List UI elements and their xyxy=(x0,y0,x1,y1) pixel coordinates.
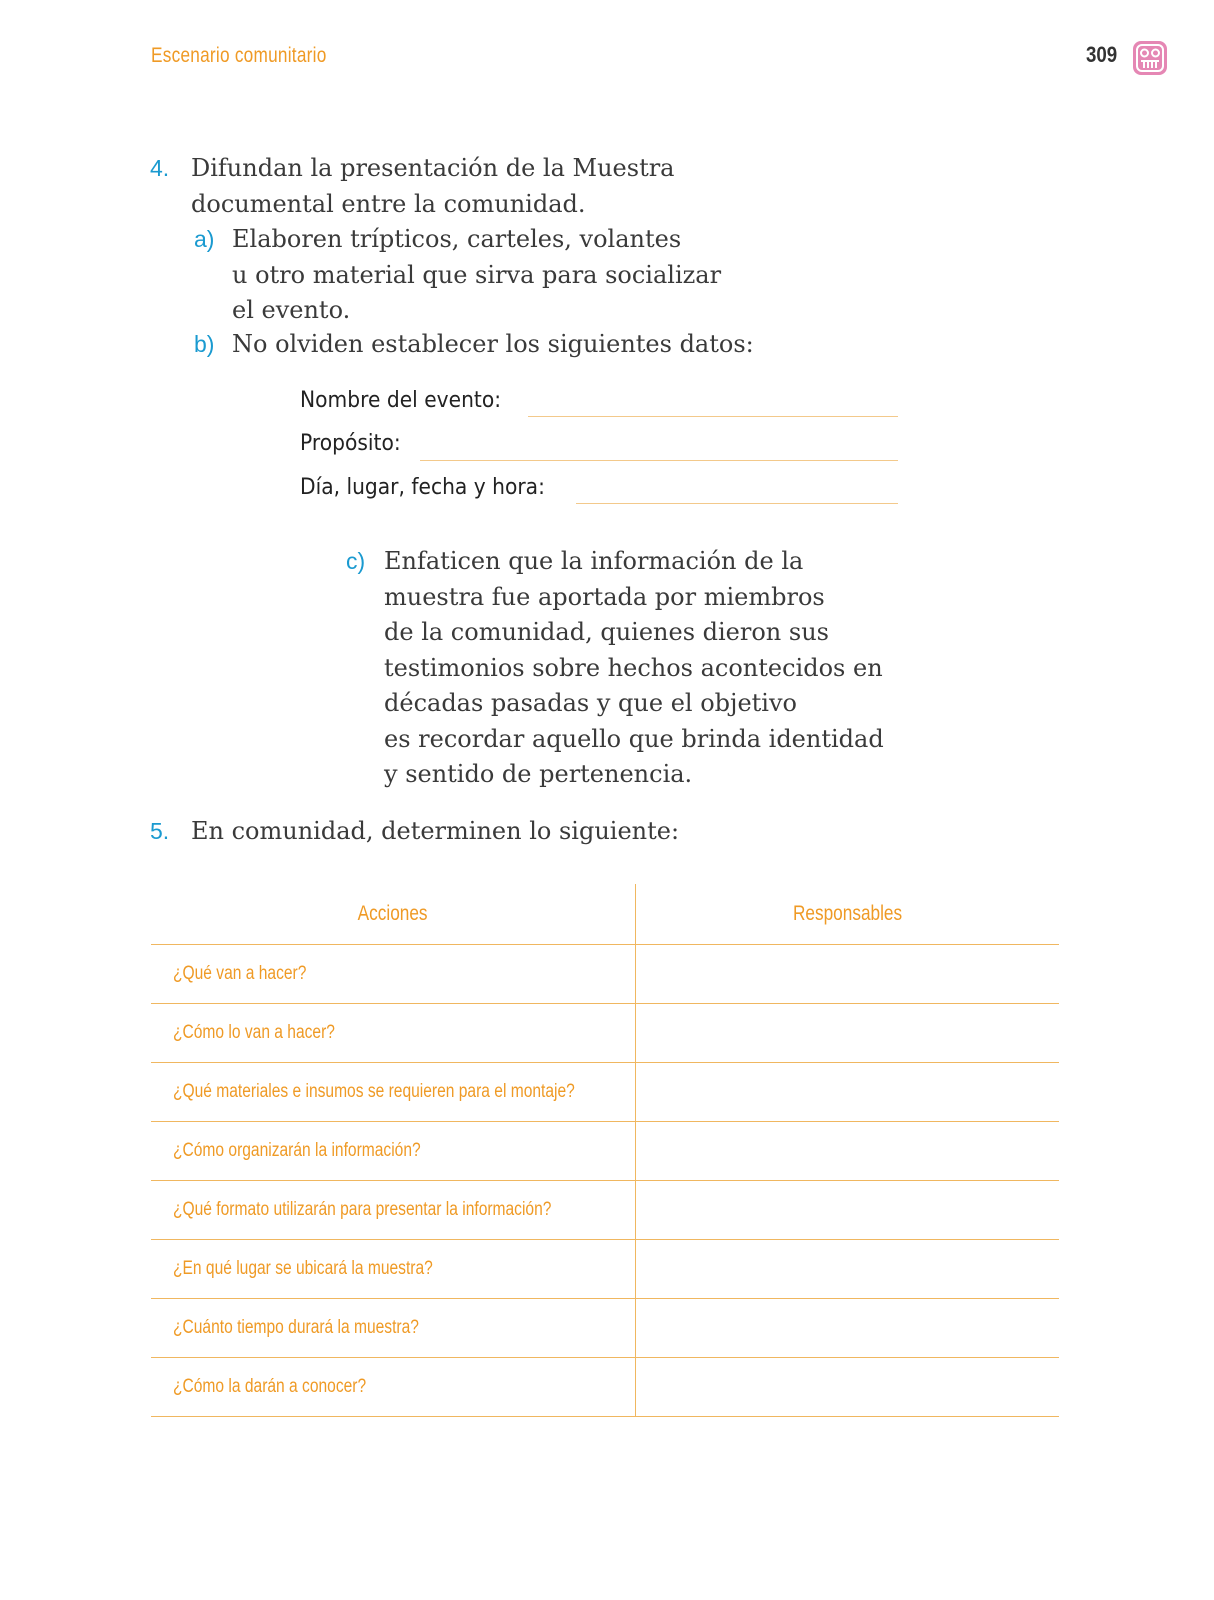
substep-letter: a) xyxy=(194,226,215,252)
purpose-field[interactable] xyxy=(420,460,898,461)
table-row xyxy=(151,1240,1059,1299)
substep-text-line: es recordar aquello que brinda identidad xyxy=(384,724,884,753)
action-cell: ¿Cómo la darán a conocer? xyxy=(151,1358,636,1417)
responsible-cell[interactable] xyxy=(636,1181,1060,1240)
table-row xyxy=(151,1358,1059,1417)
event-name-field[interactable] xyxy=(528,416,898,417)
table-row xyxy=(151,1004,1059,1063)
table-row xyxy=(151,1299,1059,1358)
glyph-icon xyxy=(1132,40,1168,76)
step-text-line: Difundan la presentación de la Muestra xyxy=(191,154,675,182)
event-name-label: Nombre del evento: xyxy=(300,388,502,413)
actions-table xyxy=(151,884,1059,1417)
action-cell: ¿Cómo organizarán la información? xyxy=(151,1122,636,1181)
responsible-cell[interactable] xyxy=(636,1358,1060,1417)
substep-letter: c) xyxy=(346,548,366,574)
table-row xyxy=(151,945,1059,1004)
purpose-label: Propósito: xyxy=(300,431,401,456)
step-text-line: documental entre la comunidad. xyxy=(191,189,586,218)
action-cell: ¿Qué van a hacer? xyxy=(151,945,636,1004)
substep-text-line: décadas pasadas y que el objetivo xyxy=(384,689,797,717)
substep-text-line: el evento. xyxy=(232,296,351,324)
responsible-cell[interactable] xyxy=(636,1299,1060,1358)
substep-text-line: y sentido de pertenencia. xyxy=(384,760,693,788)
substep-text-line: u otro material que sirva para socializar xyxy=(232,260,722,289)
action-cell: ¿Qué formato utilizarán para presentar la información? xyxy=(151,1181,636,1240)
responsible-cell[interactable] xyxy=(636,945,1060,1004)
action-cell: ¿Qué materiales e insumos se requieren para el montaje? xyxy=(151,1063,636,1122)
responsible-cell[interactable] xyxy=(636,1240,1060,1299)
table-header-row xyxy=(151,884,1059,945)
page-number: 309 xyxy=(1086,42,1118,67)
table-row xyxy=(151,1063,1059,1122)
step-number: 5. xyxy=(150,818,170,844)
datetime-field[interactable] xyxy=(576,503,898,504)
header-responsables: Responsables xyxy=(636,884,1060,945)
section-title: Escenario comunitario xyxy=(151,44,327,67)
responsible-cell[interactable] xyxy=(636,1004,1060,1063)
table-row xyxy=(151,1122,1059,1181)
responsible-cell[interactable] xyxy=(636,1063,1060,1122)
substep-text-line: Elaboren trípticos, carteles, volantes xyxy=(232,225,682,253)
substep-text-line: No olviden establecer los siguientes datos: xyxy=(232,330,754,358)
step-number: 4. xyxy=(150,155,170,181)
table-row xyxy=(151,1181,1059,1240)
responsible-cell[interactable] xyxy=(636,1122,1060,1181)
step-text-line: En comunidad, determinen lo siguiente: xyxy=(191,817,680,845)
substep-letter: b) xyxy=(194,331,215,357)
datetime-label: Día, lugar, fecha y hora: xyxy=(300,475,545,500)
header-acciones: Acciones xyxy=(151,884,636,945)
action-cell: ¿En qué lugar se ubicará la muestra? xyxy=(151,1240,636,1299)
substep-text-line: muestra fue aportada por miembros xyxy=(384,582,825,611)
action-cell: ¿Cuánto tiempo durará la muestra? xyxy=(151,1299,636,1358)
substep-text-line: Enfaticen que la información de la xyxy=(384,547,804,575)
substep-text-line: de la comunidad, quienes dieron sus xyxy=(384,618,829,646)
action-cell: ¿Cómo lo van a hacer? xyxy=(151,1004,636,1063)
substep-text-line: testimonios sobre hechos acontecidos en xyxy=(384,653,883,682)
